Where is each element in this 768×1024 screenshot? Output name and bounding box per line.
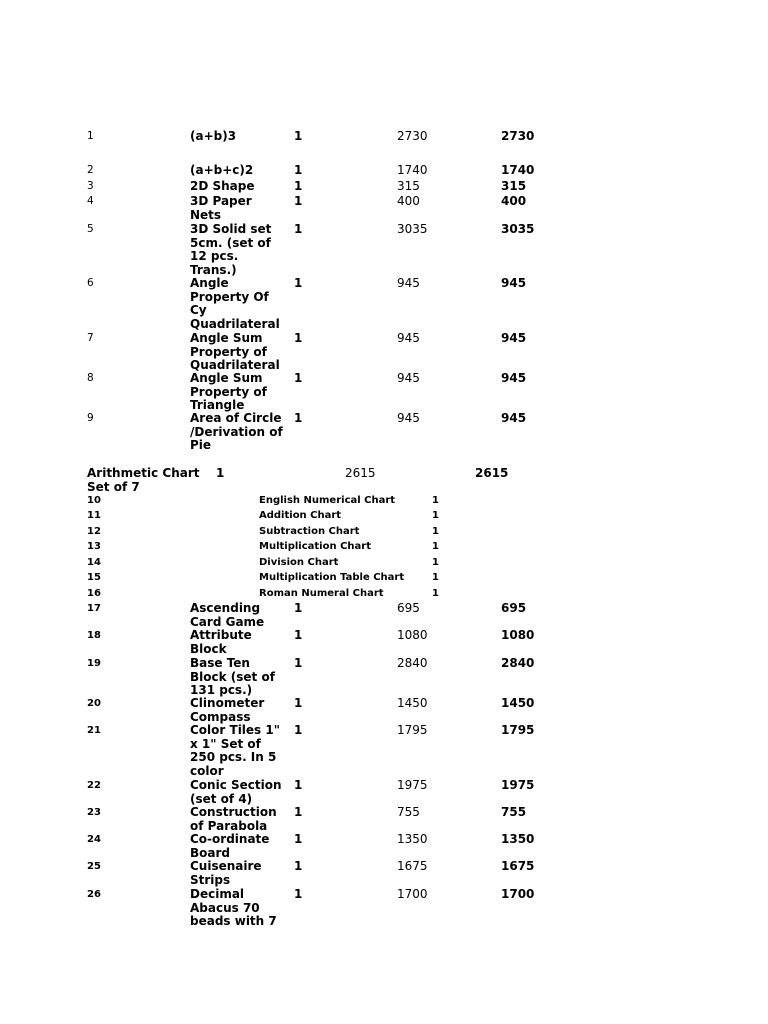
item-rate: 1700 bbox=[397, 887, 428, 901]
serial-number: 6 bbox=[87, 277, 94, 289]
sub-item-quantity: 1 bbox=[432, 557, 439, 568]
item-amount: 400 bbox=[501, 194, 527, 208]
item-rate: 945 bbox=[397, 411, 420, 425]
item-amount: 945 bbox=[501, 371, 527, 385]
serial-number: 24 bbox=[87, 834, 101, 845]
item-quantity: 1 bbox=[294, 331, 303, 345]
item-rate: 2615 bbox=[345, 466, 376, 480]
item-quantity: 1 bbox=[294, 179, 303, 193]
sub-item-quantity: 1 bbox=[432, 588, 439, 599]
serial-number: 13 bbox=[87, 541, 101, 552]
item-amount: 945 bbox=[501, 276, 527, 290]
item-name: Construction of Parabola bbox=[190, 805, 277, 833]
serial-number: 25 bbox=[87, 861, 101, 872]
item-rate: 1975 bbox=[397, 778, 428, 792]
serial-number: 3 bbox=[87, 180, 94, 192]
serial-number: 22 bbox=[87, 780, 101, 791]
item-amount: 1740 bbox=[501, 163, 535, 177]
item-name: Angle Sum Property of Triangle bbox=[190, 371, 267, 412]
item-rate: 2730 bbox=[397, 129, 428, 143]
serial-number: 1 bbox=[87, 130, 94, 142]
item-quantity: 1 bbox=[294, 656, 303, 670]
item-quantity: 1 bbox=[294, 276, 303, 290]
sub-item-quantity: 1 bbox=[432, 510, 439, 521]
serial-number: 21 bbox=[87, 725, 101, 736]
item-quantity: 1 bbox=[216, 466, 225, 480]
item-amount: 945 bbox=[501, 331, 527, 345]
arithmetic-chart-label: Arithmetic Chart Set of 7 bbox=[87, 466, 200, 494]
sub-item-quantity: 1 bbox=[432, 495, 439, 506]
item-quantity: 1 bbox=[294, 723, 303, 737]
item-name: 2D Shape bbox=[190, 179, 255, 193]
item-rate: 400 bbox=[397, 194, 420, 208]
item-name: Color Tiles 1" x 1" Set of 250 pcs. In 5 color bbox=[190, 723, 280, 778]
serial-number: 14 bbox=[87, 557, 101, 568]
serial-number: 10 bbox=[87, 495, 101, 506]
item-quantity: 1 bbox=[294, 628, 303, 642]
item-amount: 695 bbox=[501, 601, 527, 615]
item-name: Co-ordinate Board bbox=[190, 832, 270, 860]
serial-number: 23 bbox=[87, 807, 101, 818]
item-rate: 1675 bbox=[397, 859, 428, 873]
sub-item-name: Roman Numeral Chart bbox=[259, 588, 384, 599]
item-quantity: 1 bbox=[294, 194, 303, 208]
serial-number: 11 bbox=[87, 510, 101, 521]
item-rate: 945 bbox=[397, 331, 420, 345]
serial-number: 8 bbox=[87, 372, 94, 384]
serial-number: 15 bbox=[87, 572, 101, 583]
item-quantity: 1 bbox=[294, 222, 303, 236]
serial-number: 9 bbox=[87, 412, 94, 424]
item-name: Base Ten Block (set of 131 pcs.) bbox=[190, 656, 275, 697]
item-amount: 945 bbox=[501, 411, 527, 425]
item-amount: 2840 bbox=[501, 656, 535, 670]
item-amount: 755 bbox=[501, 805, 527, 819]
item-quantity: 1 bbox=[294, 411, 303, 425]
item-quantity: 1 bbox=[294, 832, 303, 846]
sub-item-name: English Numerical Chart bbox=[259, 495, 396, 506]
item-rate: 1080 bbox=[397, 628, 428, 642]
item-amount: 1975 bbox=[501, 778, 535, 792]
item-rate: 945 bbox=[397, 276, 420, 290]
serial-number: 19 bbox=[87, 658, 101, 669]
item-rate: 1795 bbox=[397, 723, 428, 737]
item-amount: 1795 bbox=[501, 723, 535, 737]
sub-item-quantity: 1 bbox=[432, 526, 439, 537]
sub-item-name: Division Chart bbox=[259, 557, 339, 568]
item-rate: 695 bbox=[397, 601, 420, 615]
serial-number: 7 bbox=[87, 332, 94, 344]
item-quantity: 1 bbox=[294, 805, 303, 819]
item-amount: 1700 bbox=[501, 887, 535, 901]
item-name: (a+b+c)2 bbox=[190, 163, 254, 177]
sub-item-quantity: 1 bbox=[432, 541, 439, 552]
item-rate: 3035 bbox=[397, 222, 428, 236]
item-name: 3D Solid set 5cm. (set of 12 pcs. Trans.) bbox=[190, 222, 272, 277]
item-rate: 1450 bbox=[397, 696, 428, 710]
item-name: Ascending Card Game bbox=[190, 601, 265, 629]
item-name: 3D Paper Nets bbox=[190, 194, 252, 222]
sub-item-name: Addition Chart bbox=[259, 510, 342, 521]
item-quantity: 1 bbox=[294, 601, 303, 615]
serial-number: 5 bbox=[87, 223, 94, 235]
sub-item-name: Subtraction Chart bbox=[259, 526, 360, 537]
serial-number: 12 bbox=[87, 526, 101, 537]
item-amount: 3035 bbox=[501, 222, 535, 236]
serial-number: 20 bbox=[87, 698, 101, 709]
item-rate: 945 bbox=[397, 371, 420, 385]
item-rate: 1350 bbox=[397, 832, 428, 846]
serial-number: 26 bbox=[87, 889, 101, 900]
item-name: Angle Property Of Cy Quadrilateral bbox=[190, 276, 280, 331]
item-name: Conic Section (set of 4) bbox=[190, 778, 282, 806]
item-rate: 315 bbox=[397, 179, 420, 193]
item-amount: 1350 bbox=[501, 832, 535, 846]
sub-item-quantity: 1 bbox=[432, 572, 439, 583]
item-name: Cuisenaire Strips bbox=[190, 859, 262, 887]
item-amount: 2730 bbox=[501, 129, 535, 143]
item-quantity: 1 bbox=[294, 129, 303, 143]
item-quantity: 1 bbox=[294, 887, 303, 901]
serial-number: 16 bbox=[87, 588, 101, 599]
item-name: (a+b)3 bbox=[190, 129, 237, 143]
item-rate: 2840 bbox=[397, 656, 428, 670]
serial-number: 18 bbox=[87, 630, 101, 641]
item-quantity: 1 bbox=[294, 778, 303, 792]
item-amount: 1450 bbox=[501, 696, 535, 710]
item-amount: 1080 bbox=[501, 628, 535, 642]
item-quantity: 1 bbox=[294, 163, 303, 177]
item-name: Area of Circle /Derivation of Pie bbox=[190, 411, 283, 452]
item-amount: 315 bbox=[501, 179, 527, 193]
serial-number: 2 bbox=[87, 164, 94, 176]
sub-item-name: Multiplication Table Chart bbox=[259, 572, 405, 583]
item-name: Clinometer Compass bbox=[190, 696, 265, 724]
item-quantity: 1 bbox=[294, 371, 303, 385]
item-quantity: 1 bbox=[294, 696, 303, 710]
item-name: Angle Sum Property of Quadrilateral bbox=[190, 331, 280, 372]
item-name: Decimal Abacus 70 beads with 7 bbox=[190, 887, 277, 928]
item-amount: 2615 bbox=[475, 466, 509, 480]
item-rate: 1740 bbox=[397, 163, 428, 177]
sub-item-name: Multiplication Chart bbox=[259, 541, 371, 552]
serial-number: 4 bbox=[87, 195, 94, 207]
item-quantity: 1 bbox=[294, 859, 303, 873]
item-name: Attribute Block bbox=[190, 628, 252, 656]
serial-number: 17 bbox=[87, 603, 101, 614]
item-amount: 1675 bbox=[501, 859, 535, 873]
item-rate: 755 bbox=[397, 805, 420, 819]
